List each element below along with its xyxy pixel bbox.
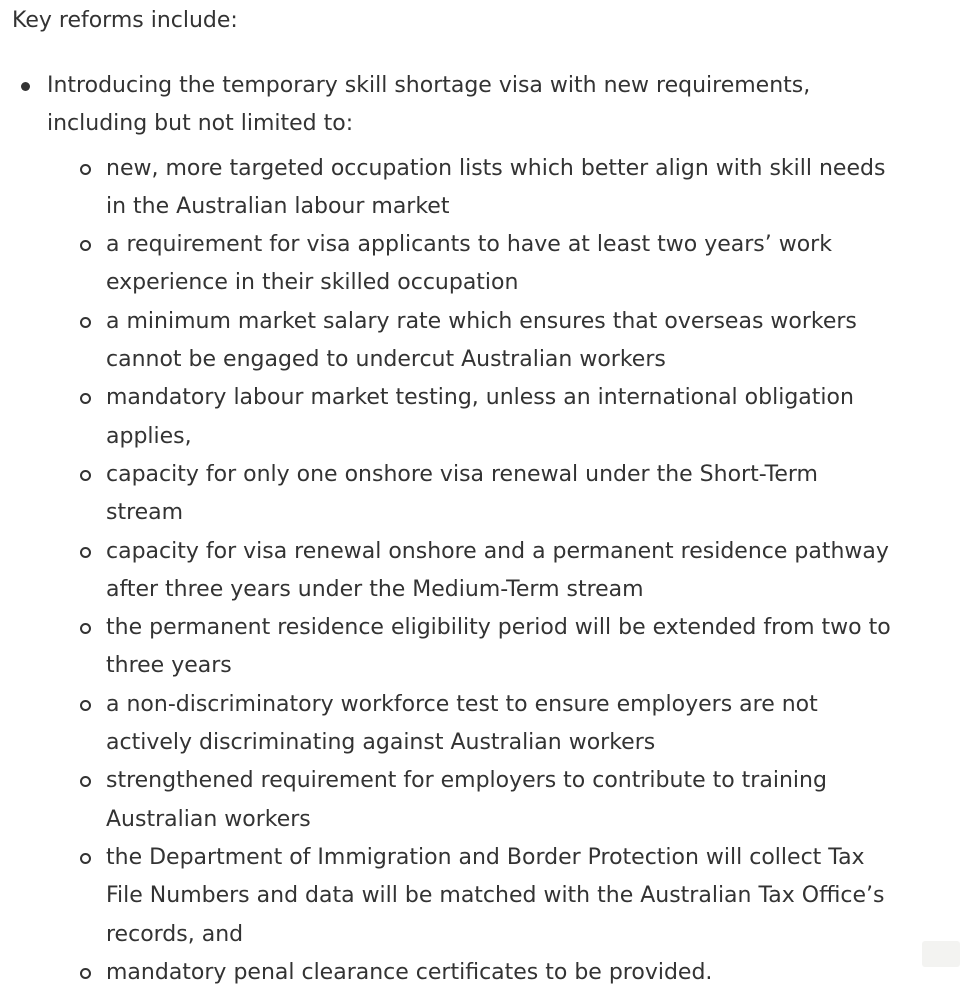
list-item-text: Introducing the temporary skill shortage visa with new requirements, including but not limited to:	[47, 73, 811, 137]
hollow-bullet-icon	[80, 623, 91, 634]
sub-list-item-text: a requirement for visa applicants to have at least two years’ work experience in their skilled occupation	[106, 232, 832, 296]
watermark-smudge	[922, 941, 960, 967]
sub-list-item	[47, 303, 896, 380]
sub-list-item-text: strengthened requirement for employers to contribute to training Australian workers	[106, 768, 827, 832]
sub-list-item	[47, 954, 896, 992]
sub-list-item	[47, 762, 896, 839]
hollow-bullet-icon	[80, 776, 91, 787]
sub-list-item-text: mandatory labour market testing, unless an international obligation applies,	[106, 385, 854, 449]
sub-list-item	[47, 379, 896, 456]
sub-list-item-text: capacity for only one onshore visa renewal under the Short-Term stream	[106, 461, 818, 526]
sub-list-item	[47, 150, 896, 227]
sub-list-item-text: a non-discriminatory workforce test to ensure employers are not actively discriminating against Australian workers	[106, 691, 818, 756]
sub-list-item-text: the Department of Immigration and Border Protection will collect Tax File Numbers and data will be matched with the Australian Tax Office’s records, and	[106, 844, 885, 947]
hollow-bullet-icon	[80, 164, 91, 175]
sub-list-item-text: capacity for visa renewal onshore and a permanent residence pathway after three years under the Medium-Term stream	[106, 538, 889, 602]
bullet-icon	[21, 82, 30, 91]
hollow-bullet-icon	[80, 853, 91, 864]
sub-list-item	[47, 226, 896, 303]
sub-list-item-text: the permanent residence eligibility period will be extended from two to three years	[106, 615, 891, 679]
sub-list	[47, 150, 891, 993]
hollow-bullet-icon	[80, 968, 91, 979]
hollow-bullet-icon	[80, 700, 91, 711]
hollow-bullet-icon	[80, 317, 91, 328]
sub-list-item	[47, 839, 896, 954]
hollow-bullet-icon	[80, 547, 91, 558]
sub-list-item	[47, 456, 896, 533]
hollow-bullet-icon	[80, 470, 91, 481]
sub-list-item-text: new, more targeted occupation lists which better align with skill needs in the Australian labour market	[106, 155, 886, 219]
intro-text: Key reforms include:	[12, 8, 238, 33]
reforms-list	[0, 67, 891, 992]
list-item	[0, 67, 891, 992]
sub-list-item-text: mandatory penal clearance certificates to be provided.	[106, 959, 713, 985]
hollow-bullet-icon	[80, 240, 91, 251]
sub-list-item-text: a minimum market salary rate which ensures that overseas workers cannot be engaged to undercut Australian workers	[106, 308, 857, 373]
sub-list-item	[47, 686, 896, 763]
sub-list-item	[47, 609, 896, 686]
sub-list-item	[47, 533, 896, 610]
hollow-bullet-icon	[80, 393, 91, 404]
